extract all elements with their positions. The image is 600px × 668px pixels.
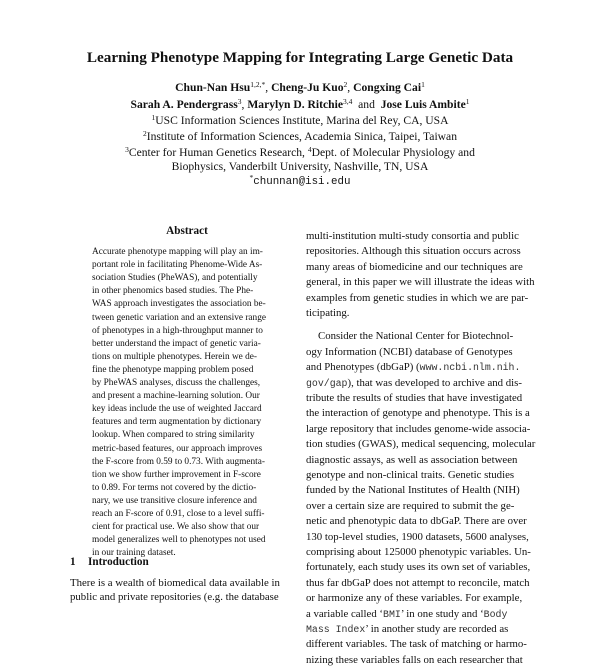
body-line: [306, 360, 531, 375]
section-heading-introduction: [70, 555, 149, 569]
abstract-line: cient for practical use. We also show that our: [92, 522, 260, 533]
abstract-line: model generalizes well to phenotypes not used: [92, 535, 266, 546]
abstract-line: better understand the impact of genetic varia-: [92, 338, 261, 349]
author-name: Jose Luis Ambite: [380, 98, 466, 111]
abstract-line: by PheWAS analyses, discuss the challenges,: [92, 378, 261, 388]
code-run: www.ncbi.nlm.nih.: [419, 362, 521, 374]
author-and: and: [358, 98, 375, 111]
text-run: ’ in one study and ‘: [400, 607, 484, 620]
abstract-line: reach an F-score of 0.91, close to a level suffi-: [92, 509, 265, 519]
author-name: Sarah A. Pendergrass: [130, 98, 238, 111]
body-line: thus far dbGaP does not attempt to reconcile, match: [306, 576, 530, 589]
affiliation-2: $^2$Institute of Information Sciences, Academia Sinica, Taipei, Taiwan: [143, 129, 457, 143]
author-sup: 1: [421, 80, 425, 89]
body-line: multi-institution multi-study consortia and public: [306, 230, 519, 242]
code-run: BMI: [383, 608, 401, 620]
author-sup: 3,4: [342, 97, 353, 106]
body-line: ogy Information (NCBI) database of Genotypes: [306, 345, 513, 358]
contact-email[interactable]: *chunnan@isi.edu: [249, 173, 351, 188]
abstract-line: features and term augmentation by dictionary: [92, 417, 262, 428]
text-run: ’ in another study are recorded as: [365, 623, 509, 635]
author-sup: 2: [343, 80, 348, 89]
paper-title: Learning Phenotype Mapping for Integrating Large Genetic Data: [86, 49, 514, 66]
abstract-line: and present a machine-learning solution. Our: [92, 391, 260, 402]
body-line: or harmonize any of these variables. For example,: [306, 592, 523, 605]
abstract-line: WAS approach investigates the association be-: [92, 299, 266, 310]
body-line: over a certain size are required to submit the ge-: [306, 499, 515, 512]
author-name: Congxing Cai: [353, 81, 422, 94]
abstract-line: the F-score from 0.59 to 0.73. With augmenta-: [92, 456, 265, 467]
affiliation-3: $^3$Center for Human Genetics Research, $^4$Dept. of Molecular Physiology and: [125, 145, 475, 159]
abstract-line: fine the phenotype mapping problem posed: [92, 364, 254, 375]
section-title: Introduction: [88, 556, 149, 568]
body-line: general, in this paper we will illustrate the ideas with: [306, 276, 535, 289]
abstract-line: metric-based features, our approach improves: [92, 443, 263, 454]
abstract-heading: Abstract: [166, 225, 208, 237]
author-name: Chun-Nan Hsu: [175, 81, 251, 94]
body-line: the interaction of genotype and phenotype. This is a: [306, 407, 530, 420]
abstract-line: lookup. When compared to string similarity: [92, 430, 255, 441]
body-line: large repository that includes genome-wide associa-: [306, 422, 531, 435]
text-run: a variable called ‘: [306, 607, 384, 620]
abstract-line: in other phenomics based studies. The Phe-: [92, 286, 254, 297]
author-sup: 1: [465, 97, 470, 106]
body-line: tribute the results of studies that have investigated: [306, 392, 523, 404]
body-line: 130 top-level studies, 1900 datasets, 5600 analyses,: [306, 530, 529, 543]
abstract-line: portant role in facilitating Phenome-Wide As-: [92, 260, 263, 271]
body-line: [306, 376, 531, 391]
text-run: and Phenotypes (dbGaP) (: [306, 361, 420, 374]
email-link[interactable]: chunnan@isi.edu: [253, 176, 351, 188]
body-line: ticipating.: [306, 307, 350, 319]
abstract-line: tween genetic variation and an extensive range: [92, 312, 266, 323]
abstract-line: sociation Studies (PheWAS), and potentially: [92, 273, 258, 284]
author-sup: 1,2,*: [250, 80, 266, 89]
section-number: 1: [70, 556, 76, 568]
intro-line: There is a wealth of biomedical data available in: [70, 577, 280, 589]
body-line: nizing these variables falls on each researcher that: [306, 653, 523, 666]
body-line: examples from genetic studies in which we are par-: [306, 291, 529, 304]
code-run: Body: [483, 608, 508, 620]
body-line: netic and phenotypic data to dbGaP. There are over: [306, 515, 527, 528]
abstract-line: to 0.89. For terms not covered by the dictio-: [92, 482, 257, 493]
body-line: repositories. Although this situation occurs across: [306, 245, 521, 258]
author-line-2: Sarah A. Pendergrass$^3$, Marylyn D. Ritchie$^{3,4}$ and Jose Luis Ambite$^1$: [130, 97, 470, 111]
body-line: fortunately, each study uses its own set of variables,: [306, 561, 531, 574]
abstract-line: key ideas include the use of weighted Jaccard: [92, 404, 262, 415]
body-line: [306, 607, 531, 622]
body-line: [306, 622, 531, 637]
abstract-line: Accurate phenotype mapping will play an im-: [92, 247, 263, 257]
author-name: Marylyn D. Ritchie: [247, 98, 343, 111]
author-name: Cheng-Ju Kuo: [271, 81, 344, 94]
author-line-1: Chun-Nan Hsu$^{1,2,*}$, Cheng-Ju Kuo$^2$, Congxing Cai$^1$: [175, 80, 425, 94]
abstract-line: of phenotypes in a high-throughput manner to: [92, 325, 263, 336]
body-line: funded by the National Institutes of Health (NIH): [306, 484, 520, 497]
body-line: genotype and non-clinical traits. Genetic studies: [306, 469, 515, 481]
body-line: Consider the National Center for Biotechnol-: [318, 330, 514, 343]
abstract-line: tion we show further improvement in F-score: [92, 469, 261, 480]
affiliation-3-cont: Biophysics, Vanderbilt University, Nashville, TN, USA: [171, 160, 429, 173]
author-sup: 3: [237, 97, 242, 106]
body-line: many areas of biomedicine and our techniques are: [306, 260, 523, 273]
abstract-line: nary, we use transitive closure inference and: [92, 495, 257, 506]
abstract-line: in our training dataset.: [92, 548, 176, 559]
text-run: ), that was developed to archive and dis-: [347, 376, 522, 389]
code-run: gov/gap: [306, 377, 348, 389]
body-line: tion studies (GWAS), medical sequencing, molecular: [306, 438, 536, 451]
abstract-line: tions on multiple phenotypes. Herein we de-: [92, 351, 257, 362]
intro-line: public and private repositories (e.g. the database: [70, 591, 279, 604]
body-line: comprising about 125000 phenotypic variables. Un-: [306, 546, 531, 558]
code-run: Mass Index: [306, 624, 366, 635]
body-line: diagnostic assays, as well as association between: [306, 453, 518, 466]
body-line: different variables. The task of matching or harmo-: [306, 638, 527, 651]
affiliation-1: $^1$USC Information Sciences Institute, Marina del Rey, CA, USA: [151, 113, 449, 127]
